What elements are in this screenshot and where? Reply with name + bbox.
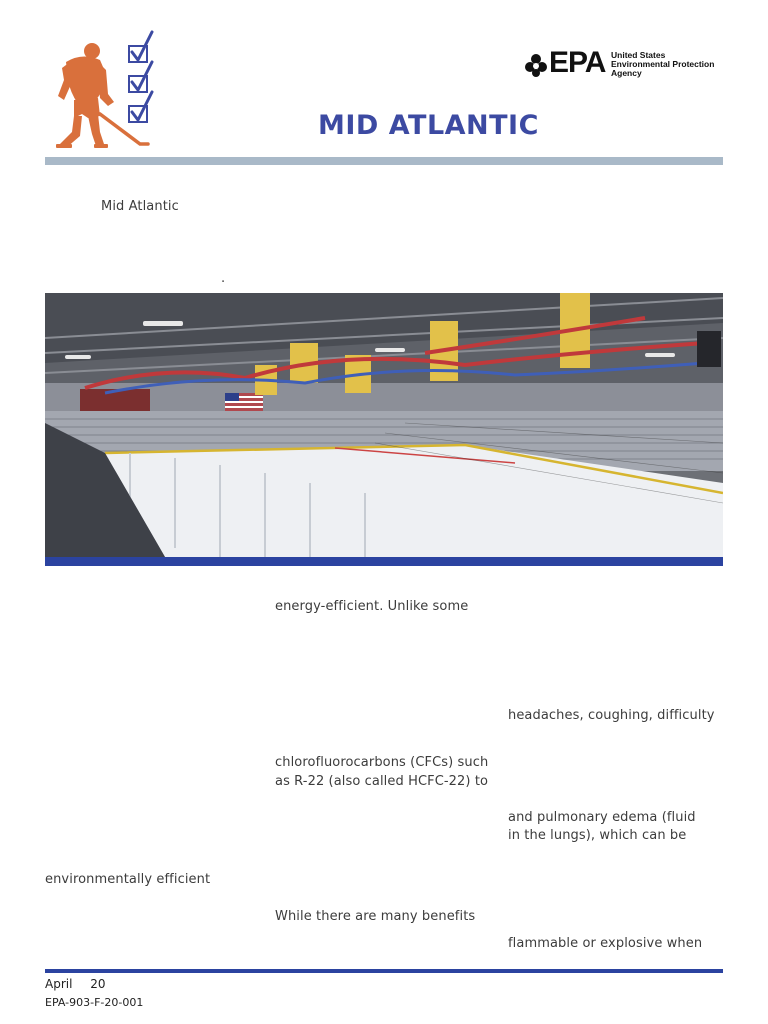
epa-logo [524,48,724,82]
body-text-line: energy-efficient. Unlike some [275,599,469,614]
region-label: Mid Atlantic [101,199,179,214]
body-text-line: and pulmonary edema (fluid [508,810,696,825]
epa-wordmark: EPA [549,46,606,79]
body-text-line: chlorofluorocarbons (CFCs) such [275,755,489,770]
epa-flower-icon [524,52,548,78]
header-divider [45,157,723,165]
footer-date [45,977,106,991]
page-title: MID ATLANTIC [318,110,539,141]
epa-agency-line2: Environmental Protection [611,59,715,69]
epa-agency-line1: United States [611,50,666,60]
checklist-icon [126,30,158,130]
footer-month: April [45,977,73,991]
epa-agency-line3: Agency [611,68,642,78]
body-text-line: While there are many benefits [275,909,476,924]
body-text-line: flammable or explosive when [508,936,703,951]
epa-agency-name [611,51,714,78]
body-text-line: headaches, coughing, difficulty [508,708,715,723]
photo-divider [45,557,723,566]
footer-divider [45,969,723,973]
body-text-line: in the lungs), which can be [508,828,687,843]
body-text-line: as R-22 (also called HCFC-22) to [275,774,489,789]
document-id: EPA-903-F-20-001 [45,996,144,1009]
ice-rink-photo [45,293,723,557]
footer-year: 20 [90,977,106,991]
stray-mark: . [221,271,226,286]
body-text-line: environmentally efficient [45,872,211,887]
